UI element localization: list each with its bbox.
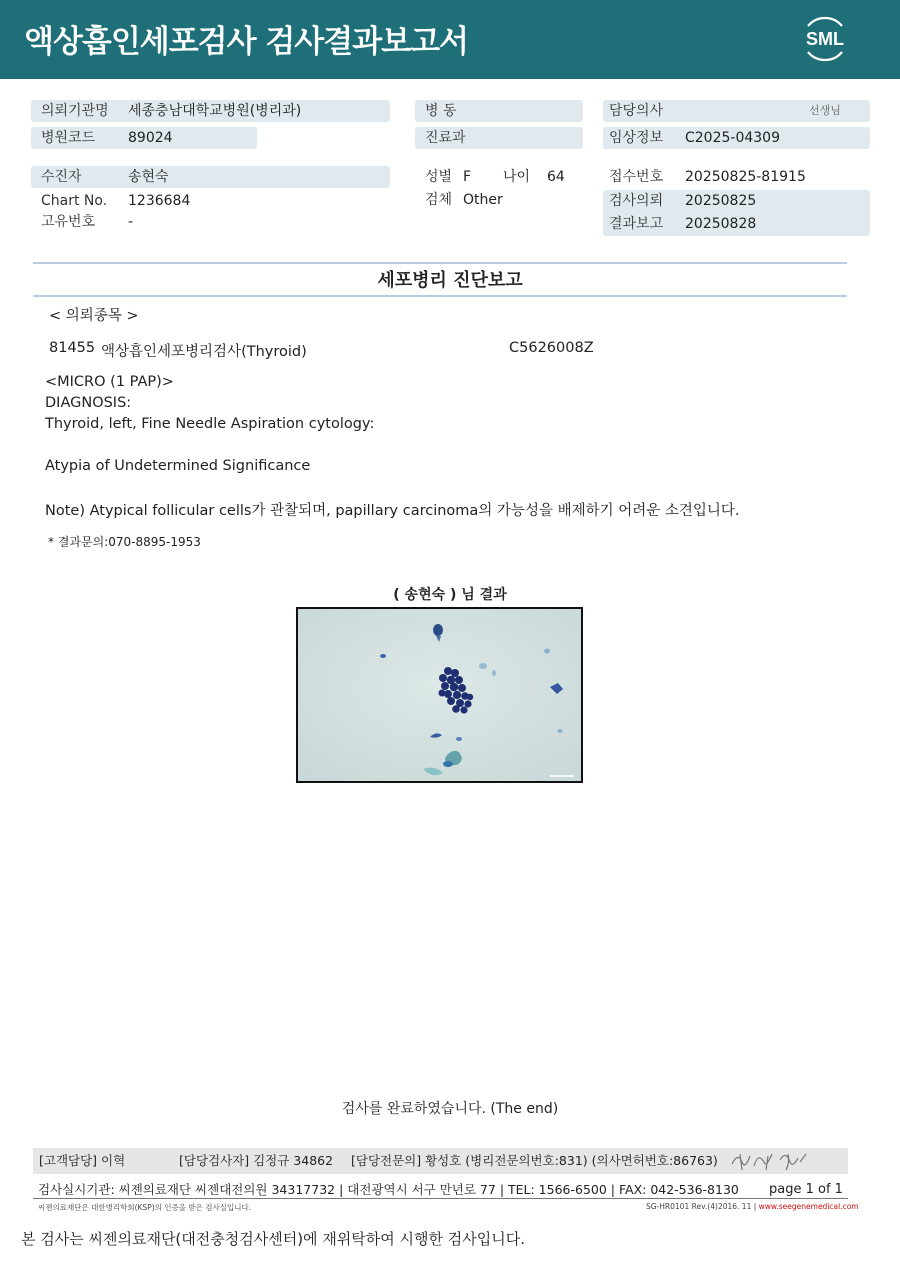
title-rule-top	[33, 262, 847, 264]
requesting-institution-label: 의뢰기관명	[41, 103, 109, 119]
report-main-title: 액상흡인세포검사 검사결과보고서	[24, 24, 468, 60]
title-rule-bottom	[33, 295, 847, 297]
cytology-image	[296, 607, 583, 783]
unique-no-label: 고유번호	[41, 214, 96, 230]
department-field	[415, 127, 583, 149]
doctor-field	[603, 100, 870, 122]
hospital-code-value: 89024	[128, 130, 173, 146]
chart-no-label: Chart No.	[41, 193, 108, 209]
unique-no-value: -	[128, 214, 134, 230]
request-date-label: 검사의뢰	[609, 193, 664, 209]
svg-text:SML: SML	[806, 29, 844, 49]
report-date-value: 20250828	[685, 216, 757, 232]
clinical-info-value: C2025-04309	[685, 130, 780, 146]
micro-line: <MICRO (1 PAP)>	[45, 374, 174, 390]
clinical-info-field	[603, 127, 870, 149]
page-number: page 1 of 1	[769, 1182, 843, 1197]
test-code-secondary: C5626008Z	[509, 340, 594, 356]
report-section-title: 세포병리 진단보고	[377, 270, 523, 291]
receipt-no-label: 접수번호	[609, 169, 664, 185]
patient-field	[31, 166, 390, 188]
image-caption: ( 송현숙 ) 님 결과	[393, 587, 507, 603]
report-date-label: 결과보고	[609, 216, 664, 232]
footer-rule	[33, 1198, 848, 1199]
bottom-note: 본 검사는 씨젠의료재단(대전충청검사센터)에 재위탁하여 시행한 검사입니다.	[21, 1230, 525, 1248]
specimen-field	[415, 189, 595, 211]
age-label: 나이	[503, 169, 531, 185]
staff-info-bar	[33, 1148, 848, 1174]
department-label: 진료과	[425, 130, 466, 146]
test-name: 액상흡인세포병리검사(Thyroid)	[101, 344, 307, 360]
diagnosis-site: Thyroid, left, Fine Needle Aspiration cytology:	[45, 416, 375, 432]
contact-info: * 결과문의:070-8895-1953	[48, 535, 201, 549]
unique-no-field	[31, 211, 390, 233]
sex-label: 성별	[425, 169, 453, 185]
patient-label: 수진자	[41, 169, 82, 185]
diagnosis-label: DIAGNOSIS:	[45, 395, 132, 411]
end-message: 검사를 완료하였습니다. (The end)	[341, 1101, 559, 1117]
sml-logo-icon	[796, 12, 854, 66]
chart-no-value: 1236684	[128, 193, 191, 209]
technician-info: [담당검사자] 김정규 34862	[179, 1153, 334, 1168]
website-link[interactable]: www.seegenemedical.com	[758, 1202, 859, 1211]
request-report-dates	[603, 190, 870, 236]
diagnosis-note: Note) Atypical follicular cells가 관찰되며, papillary carcinoma의 가능성을 배제하기 어려운 소견입니다.	[45, 503, 740, 519]
customer-manager: [고객담당] 이혁	[39, 1153, 126, 1168]
report-header	[0, 0, 900, 79]
ward-label: 병 동	[425, 103, 457, 119]
requesting-institution-field	[31, 100, 390, 122]
requesting-institution-value: 세종충남대학교병원(병리과)	[128, 103, 302, 119]
sex-value: F	[463, 169, 472, 185]
receipt-no-field	[603, 166, 870, 188]
clinical-info-label: 임상정보	[609, 130, 664, 146]
patient-name: 송현숙	[128, 169, 169, 185]
doctor-label: 담당의사	[609, 103, 664, 119]
specimen-label: 검체	[425, 192, 453, 208]
form-code-line	[646, 1202, 859, 1211]
hospital-code-field	[31, 127, 257, 149]
test-code: 81455	[49, 340, 96, 356]
ward-field	[415, 100, 583, 122]
specialist-info: [담당전문의] 황성호 (병리전문의번호:831) (의사면허번호:86763)	[351, 1153, 718, 1168]
doctor-suffix: 선생님	[809, 104, 841, 117]
diagnosis-result: Atypia of Undetermined Significance	[45, 458, 311, 474]
age-value: 64	[547, 169, 565, 185]
cell-cluster-icon	[298, 609, 581, 781]
request-date-value: 20250825	[685, 193, 757, 209]
specimen-value: Other	[463, 192, 503, 208]
sex-age-field	[415, 166, 595, 188]
receipt-no-value: 20250825-81915	[685, 169, 806, 185]
form-code: SG-HR0101 Rev.(4)2016. 11 |	[646, 1202, 757, 1211]
signature-icon	[728, 1146, 818, 1174]
hospital-code-label: 병원코드	[41, 130, 96, 146]
chart-no-field	[31, 190, 390, 212]
institution-info: 검사실시기관: 씨젠의료재단 씨젠대전의원 34317732 | 대전광역시 서구 만년로 77 | TEL: 1566-6500 | FAX: 042-536-8130	[38, 1182, 739, 1197]
certification-note: 씨젠의료재단은 대한병리학회(KSP)의 인증을 받은 검사실입니다.	[38, 1203, 252, 1212]
request-section-heading: < 의뢰종목 >	[49, 308, 139, 324]
